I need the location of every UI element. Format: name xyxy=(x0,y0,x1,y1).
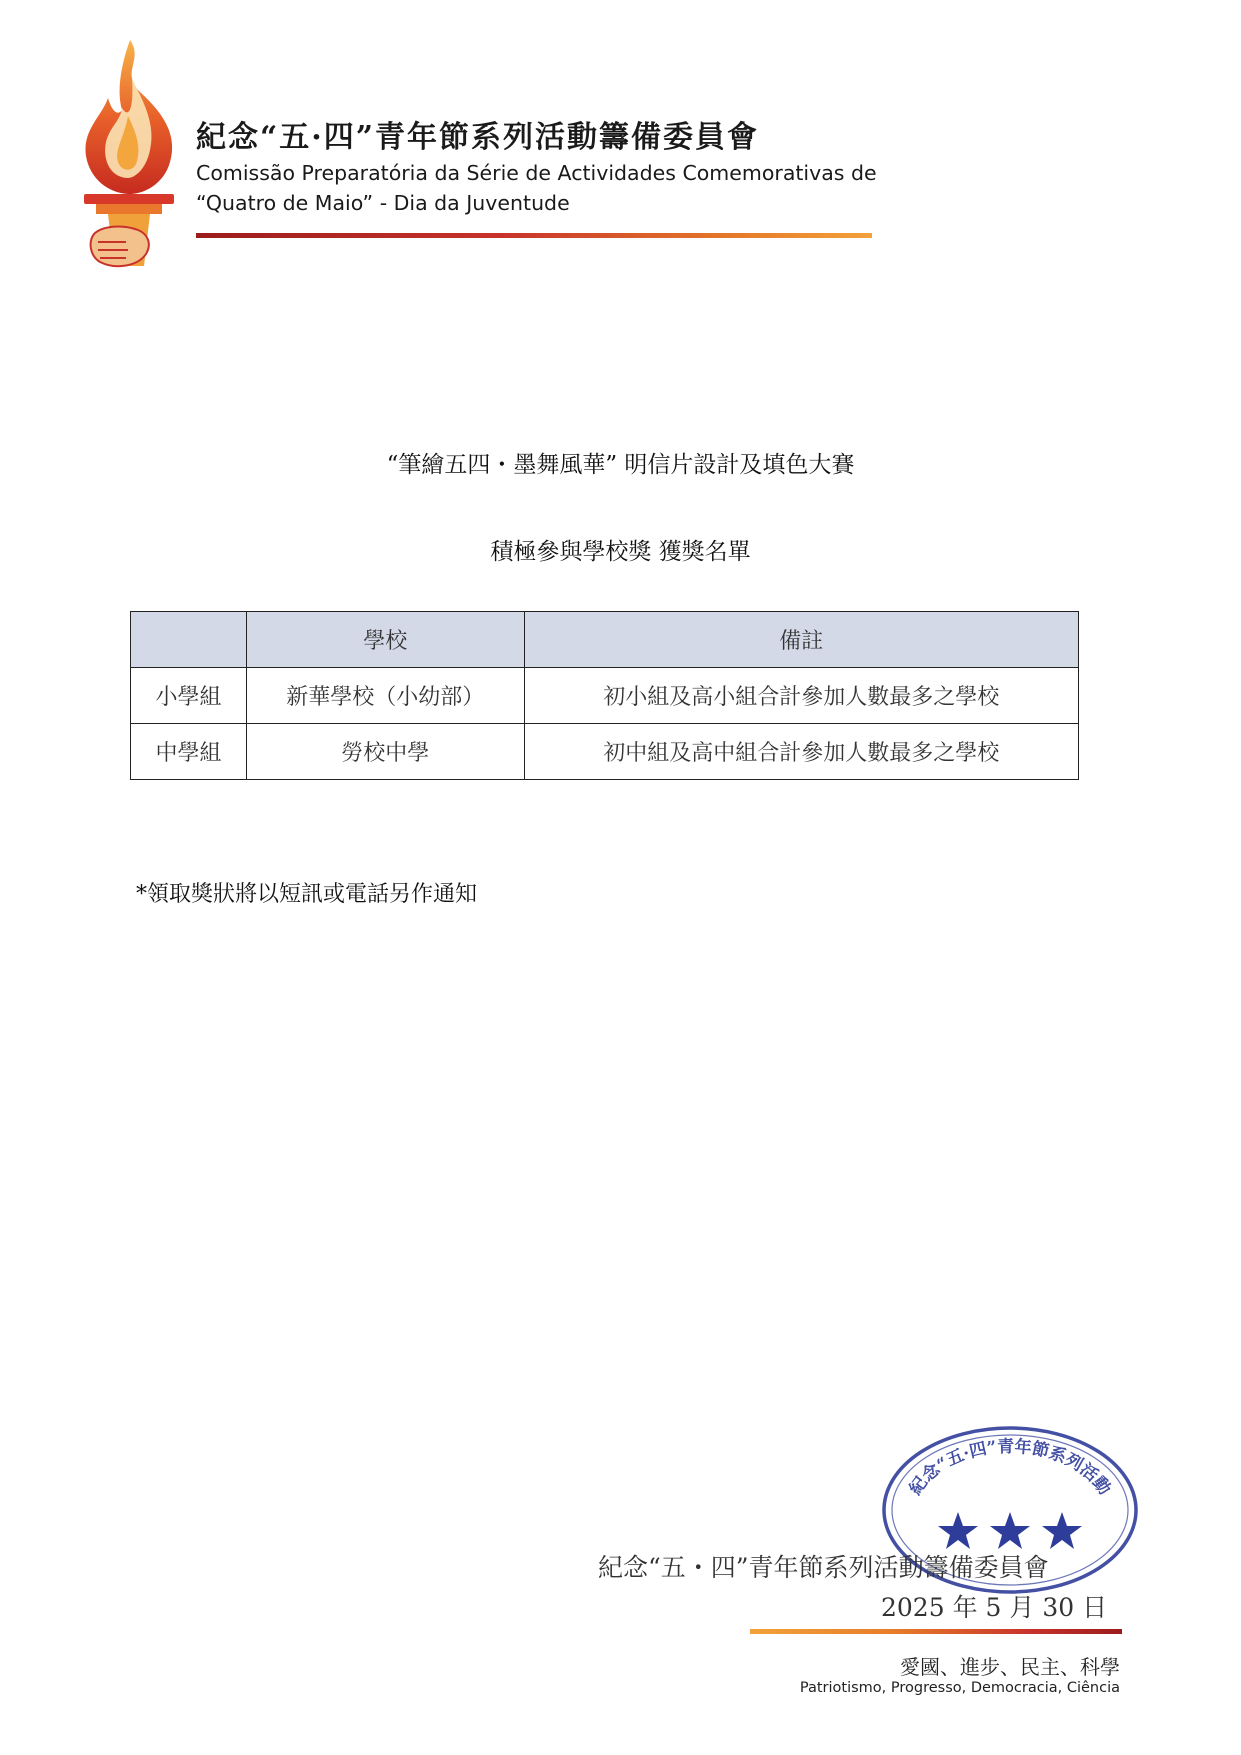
signature-organization: 紀念“五・四”青年節系列活動籌備委員會 xyxy=(598,1553,1049,1582)
motto-zh: 愛國、進步、民主、科學 xyxy=(900,1655,1120,1679)
award-table xyxy=(130,611,1079,780)
collection-note: *領取獎狀將以短訊或電話另作通知 xyxy=(136,882,478,907)
org-name-zh: 紀念“五·四”青年節系列活動籌備委員會 xyxy=(196,120,759,155)
org-name-pt-line1: Comissão Preparatória da Série de Actividades Comemorativas de xyxy=(196,161,877,185)
group-cell: 小學組 xyxy=(131,668,247,724)
remarks-cell: 初中組及高中組合計參加人數最多之學校 xyxy=(524,724,1078,780)
header-group xyxy=(131,612,247,668)
motto-pt: Patriotismo, Progresso, Democracia, Ciência xyxy=(799,1680,1120,1696)
torch-logo-icon xyxy=(82,38,178,274)
table-row xyxy=(131,724,1079,780)
school-cell: 新華學校（小幼部） xyxy=(246,668,524,724)
competition-title: “筆繪五四・墨舞風華” 明信片設計及填色大賽 xyxy=(386,452,855,478)
org-name-pt-line2: “Quatro de Maio” - Dia da Juventude xyxy=(196,191,570,215)
table-header-row xyxy=(131,612,1079,668)
signature-date: 2025 年 5 月 30 日 xyxy=(881,1593,1108,1622)
school-cell: 勞校中學 xyxy=(246,724,524,780)
header-school: 學校 xyxy=(246,612,524,668)
header-remarks: 備註 xyxy=(524,612,1078,668)
svg-text:紀念“五·四”青年節系列活動: 紀念“五·四”青年節系列活動 xyxy=(905,1436,1115,1499)
org-name-pt xyxy=(196,158,877,218)
award-list-title: 積極參與學校獎 獲獎名單 xyxy=(490,539,751,565)
header-divider xyxy=(196,233,872,238)
table-row xyxy=(131,668,1079,724)
footer-divider xyxy=(750,1629,1122,1634)
group-cell: 中學組 xyxy=(131,724,247,780)
remarks-cell: 初小組及高小組合計參加人數最多之學校 xyxy=(524,668,1078,724)
